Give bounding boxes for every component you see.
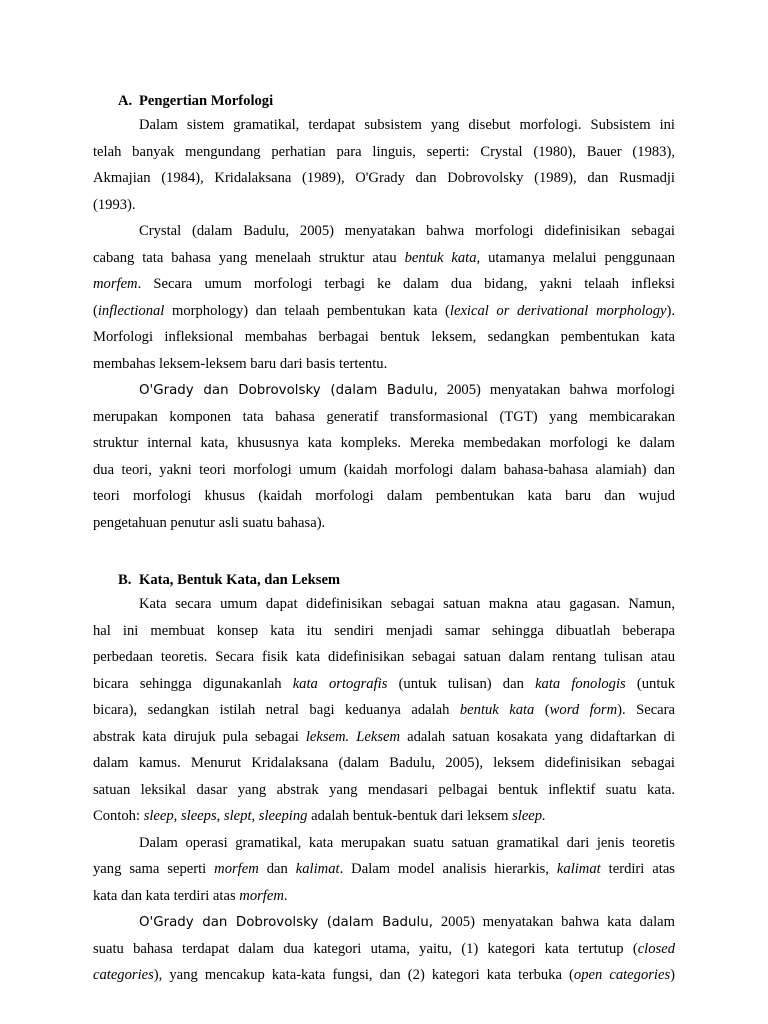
paragraph-line: membahas leksem-leksem baru dari basis tertentu.	[93, 355, 388, 372]
section-title: Pengertian Morfologi	[139, 93, 274, 109]
paragraph-line: merupakan komponen tata bahasa generatif transformasional (TGT) yang membicarakan	[93, 408, 675, 425]
paragraph-line: morfem. Secara umum morfologi terbagi ke dalam dua bidang, yakni telaah infleksi	[93, 276, 675, 292]
paragraph-line: (inflectional morphology) dan telaah pembentukan kata (lexical or derivational morphology).	[93, 302, 676, 319]
paragraph-line: hal ini membuat konsep kata itu sendiri menjadi samar sehingga dibuatlah beberapa	[93, 622, 675, 639]
paragraph-line: suatu bahasa terdapat dalam dua kategori utama, yaitu, (1) kategori kata tertutup (closed	[93, 940, 675, 957]
section-heading	[118, 572, 340, 589]
paragraph-line: categories), yang mencakup kata-kata fungsi, dan (2) kategori kata terbuka (open categories)	[93, 967, 676, 983]
paragraph-line: dua teori, yakni teori morfologi umum (kaidah morfologi dalam bahasa-bahasa alamiah) dan	[93, 461, 675, 478]
paragraph-line: Kata secara umum dapat didefinisikan sebagai satuan makna atau gagasan. Namun,	[139, 596, 675, 612]
paragraph-line: teori morfologi khusus (kaidah morfologi dalam pembentukan kata baru dan wujud	[93, 488, 675, 504]
paragraph-line: bicara sehingga digunakanlah kata ortografis (untuk tulisan) dan kata fonologis (untuk	[93, 675, 675, 692]
paragraph-line: Contoh: sleep, sleeps, slept, sleeping adalah bentuk-bentuk dari leksem sleep.	[93, 808, 546, 824]
paragraph-line: telah banyak mengundang perhatian para linguis, seperti: Crystal (1980), Bauer (1983),	[93, 143, 675, 160]
paragraph-line: dalam kamus. Menurut Kridalaksana (dalam Badulu, 2005), leksem didefinisikan sebagai	[93, 755, 675, 771]
paragraph-line: Dalam sistem gramatikal, terdapat subsistem yang disebut morfologi. Subsistem ini	[139, 117, 675, 133]
section-letter: A.	[118, 93, 133, 109]
paragraph-line: (1993).	[93, 196, 136, 213]
paragraph-line: Akmajian (1984), Kridalaksana (1989), O'Grady dan Dobrovolsky (1989), dan Rusmadji	[93, 170, 675, 186]
paragraph-line: kata dan kata terdiri atas morfem.	[93, 887, 288, 904]
paragraph-line: pengetahuan penutur asli suatu bahasa).	[93, 514, 326, 531]
paragraph-line: Crystal (dalam Badulu, 2005) menyatakan bahwa morfologi didefinisikan sebagai	[139, 223, 675, 239]
section-title: Kata, Bentuk Kata, dan Leksem	[139, 572, 341, 588]
paragraph-line: abstrak kata dirujuk pula sebagai leksem. Leksem adalah satuan kosakata yang didaftarkan di	[93, 728, 676, 745]
paragraph-line: perbedaan teoretis. Secara fisik kata didefinisikan sebagai satuan dalam rentang tulisan atau	[93, 649, 675, 665]
paragraph-line: cabang tata bahasa yang menelaah struktur atau bentuk kata, utamanya melalui penggunaan	[93, 249, 675, 266]
paragraph-line: O'Grady dan Dobrovolsky (dalam Badulu, 2005) menyatakan bahwa morfologi	[139, 382, 675, 398]
paragraph-line: O'Grady dan Dobrovolsky (dalam Badulu, 2005) menyatakan bahwa kata dalam	[139, 914, 675, 930]
section-letter: B.	[118, 572, 132, 588]
paragraph-line: Morfologi infleksional membahas berbagai bentuk leksem, sedangkan pembentukan kata	[93, 329, 675, 345]
paragraph-line: satuan leksikal dasar yang abstrak yang mendasari pelbagai bentuk inflektif suatu kata.	[93, 781, 675, 798]
section-heading	[118, 93, 273, 110]
paragraph-line: Dalam operasi gramatikal, kata merupakan suatu satuan gramatikal dari jenis teoretis	[139, 834, 675, 851]
paragraph-line: yang sama seperti morfem dan kalimat. Dalam model analisis hierarkis, kalimat terdiri atas	[93, 861, 675, 877]
paragraph-line: bicara), sedangkan istilah netral bagi keduanya adalah bentuk kata (word form). Secara	[93, 702, 675, 718]
paragraph-line: struktur internal kata, khususnya kata kompleks. Mereka membedakan morfologi ke dalam	[93, 435, 675, 451]
